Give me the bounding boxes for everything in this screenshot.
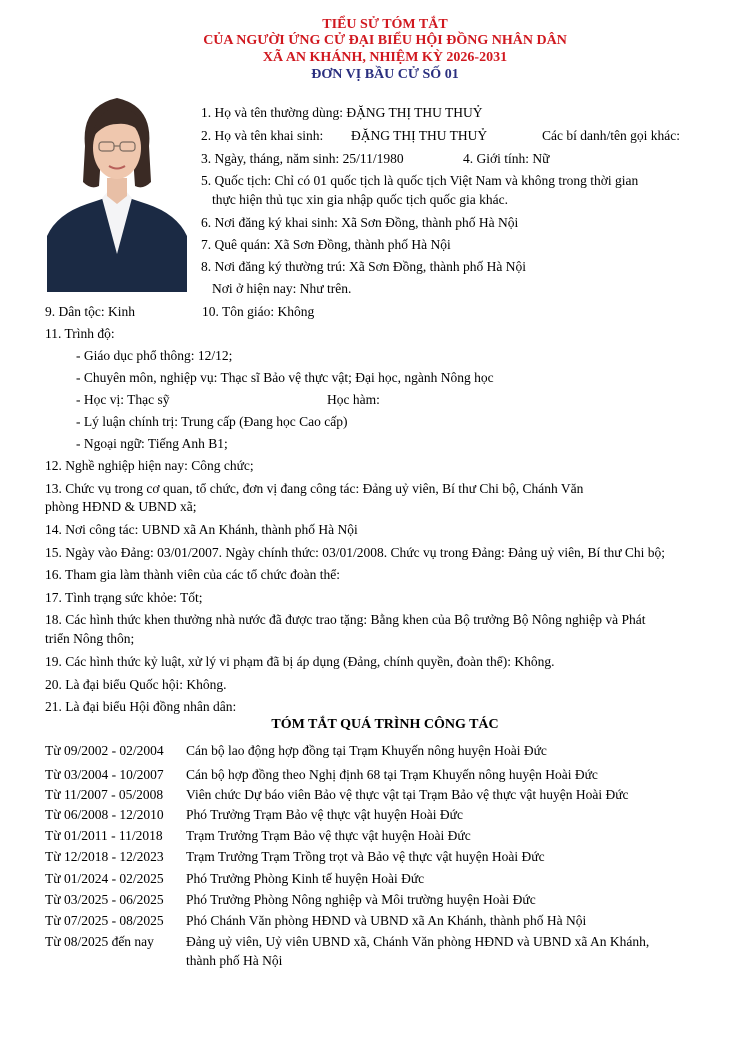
field-position: 13. Chức vụ trong cơ quan, tổ chức, đơn vị đang công tác: Đảng uỷ viên, Bí thư Chi bộ, Chánh Văn: [45, 481, 584, 496]
field-foreign-language: - Ngoại ngữ: Tiếng Anh B1;: [76, 436, 228, 451]
work-row-description: Trạm Trưởng Trạm Trồng trọt và Bảo vệ thực vật huyện Hoài Đức: [186, 849, 545, 864]
field-national-assembly: 20. Là đại biểu Quốc hội: Không.: [45, 677, 227, 692]
field-peoples-council: 21. Là đại biểu Hội đồng nhân dân:: [45, 699, 237, 714]
portrait-image: [47, 86, 187, 292]
doc-unit: ĐƠN VỊ BẦU CỬ SỐ 01: [311, 67, 459, 82]
field-common-name: [201, 104, 482, 121]
field-dob: 3. Ngày, tháng, năm sinh: 25/11/1980: [201, 151, 404, 166]
work-row-period: Từ 03/2004 - 10/2007: [45, 767, 164, 782]
field-political-theory: - Lý luận chính trị: Trung cấp (Đang học Cao cấp): [76, 414, 348, 429]
work-row-period: Từ 09/2002 - 02/2004: [45, 743, 164, 758]
work-row-description: Cán bộ hợp đồng theo Nghị định 68 tại Trạm Khuyến nông huyện Hoài Đức: [186, 767, 598, 782]
field-nationality: 5. Quốc tịch: Chỉ có 01 quốc tịch là quốc tịch Việt Nam và không trong thời gian: [201, 173, 639, 188]
field-birth-name-value: ĐẶNG THỊ THU THUỶ: [351, 128, 488, 143]
work-row-description: Viên chức Dự báo viên Bảo vệ thực vật tại Trạm Bảo vệ thực vật huyện Hoài Đức: [186, 787, 629, 802]
field-discipline: 19. Các hình thức kỷ luật, xử lý vi phạm đã bị áp dụng (Đảng, chính quyền, đoàn thể): Không.: [45, 654, 555, 669]
field-alias: Các bí danh/tên gọi khác:: [542, 128, 680, 143]
work-row-period: Từ 07/2025 - 08/2025: [45, 913, 164, 928]
doc-subtitle: CỦA NGƯỜI ỨNG CỬ ĐẠI BIỂU HỘI ĐỒNG NHÂN DÂN: [203, 33, 567, 48]
work-row-period: Từ 08/2025 đến nay: [45, 934, 154, 949]
field-religion: 10. Tôn giáo: Không: [202, 304, 315, 319]
field-gender: 4. Giới tính: Nữ: [463, 151, 550, 166]
work-row-description: Trạm Trưởng Trạm Bảo vệ thực vật huyện Hoài Đức: [186, 828, 471, 843]
work-row-period: Từ 12/2018 - 12/2023: [45, 849, 164, 864]
field-workplace: 14. Nơi công tác: UBND xã An Khánh, thành phố Hà Nội: [45, 522, 358, 537]
field-party: 15. Ngày vào Đảng: 03/01/2007. Ngày chính thức: 03/01/2008. Chức vụ trong Đảng: Đảng uỷ viên, Bí thư Chi bộ;: [45, 545, 666, 560]
work-row-period: Từ 11/2007 - 05/2008: [45, 787, 164, 802]
field-awards: 18. Các hình thức khen thưởng nhà nước đã được trao tặng: Bằng khen của Bộ trưởng Bộ Nông nghiệp và Phát: [45, 612, 646, 627]
field-specialization: - Chuyên môn, nghiệp vụ: Thạc sĩ Bảo vệ thực vật; Đại học, ngành Nông học: [76, 370, 494, 385]
field-degree: - Học vị: Thạc sỹ: [76, 392, 170, 407]
work-row-period: Từ 03/2025 - 06/2025: [45, 892, 164, 907]
work-row-period: Từ 06/2008 - 12/2010: [45, 807, 164, 822]
work-row-description: Cán bộ lao động hợp đồng tại Trạm Khuyến nông huyện Hoài Đức: [186, 743, 547, 758]
field-hometown: 7. Quê quán: Xã Sơn Đồng, thành phố Hà Nội: [201, 237, 451, 252]
work-row-description: Phó Trưởng Trạm Bảo vệ thực vật huyện Hoài Đức: [186, 807, 463, 822]
field-position-cont: phòng HĐND & UBND xã;: [45, 499, 197, 514]
field-ethnicity: 9. Dân tộc: Kinh: [45, 304, 135, 319]
work-row-description: thành phố Hà Nội: [186, 953, 283, 968]
work-row-description: Phó Chánh Văn phòng HĐND và UBND xã An Khánh, thành phố Hà Nội: [186, 913, 587, 928]
field-value: ĐẶNG THỊ THU THUỶ: [346, 105, 483, 120]
work-row-description: Phó Trưởng Phòng Nông nghiệp và Môi trường huyện Hoài Đức: [186, 892, 536, 907]
field-general-education: - Giáo dục phổ thông: 12/12;: [76, 348, 233, 363]
field-academic-title: Học hàm:: [327, 392, 380, 407]
candidate-photo: [47, 86, 187, 292]
work-row-description: Đảng uỷ viên, Uỷ viên UBND xã, Chánh Văn phòng HĐND và UBND xã An Khánh,: [186, 934, 650, 949]
field-occupation: 12. Nghề nghiệp hiện nay: Công chức;: [45, 458, 254, 473]
field-current-residence: Nơi ở hiện nay: Như trên.: [212, 281, 352, 296]
work-row-period: Từ 01/2024 - 02/2025: [45, 871, 164, 886]
field-birth-name-label: 2. Họ và tên khai sinh:: [201, 128, 324, 143]
field-education-heading: 11. Trình độ:: [45, 326, 115, 341]
field-permanent-residence: 8. Nơi đăng ký thường trú: Xã Sơn Đồng, thành phố Hà Nội: [201, 259, 526, 274]
field-label: 1. Họ và tên thường dùng:: [201, 105, 343, 120]
field-awards-cont: triển Nông thôn;: [45, 631, 135, 646]
doc-title: TIỂU SỬ TÓM TẮT: [322, 17, 448, 32]
work-row-description: Phó Trưởng Phòng Kinh tế huyện Hoài Đức: [186, 871, 425, 886]
work-history-title: TÓM TẮT QUÁ TRÌNH CÔNG TÁC: [271, 717, 499, 732]
field-birth-registration: 6. Nơi đăng ký khai sinh: Xã Sơn Đồng, thành phố Hà Nội: [201, 215, 519, 230]
field-health: 17. Tình trạng sức khỏe: Tốt;: [45, 590, 203, 605]
doc-term: XÃ AN KHÁNH, NHIỆM KỲ 2026-2031: [262, 50, 508, 65]
field-organizations: 16. Tham gia làm thành viên của các tổ chức đoàn thể:: [45, 567, 340, 582]
field-nationality-cont: thực hiện thủ tục xin gia nhập quốc tịch quốc gia khác.: [212, 192, 508, 207]
work-row-period: Từ 01/2011 - 11/2018: [45, 828, 163, 843]
